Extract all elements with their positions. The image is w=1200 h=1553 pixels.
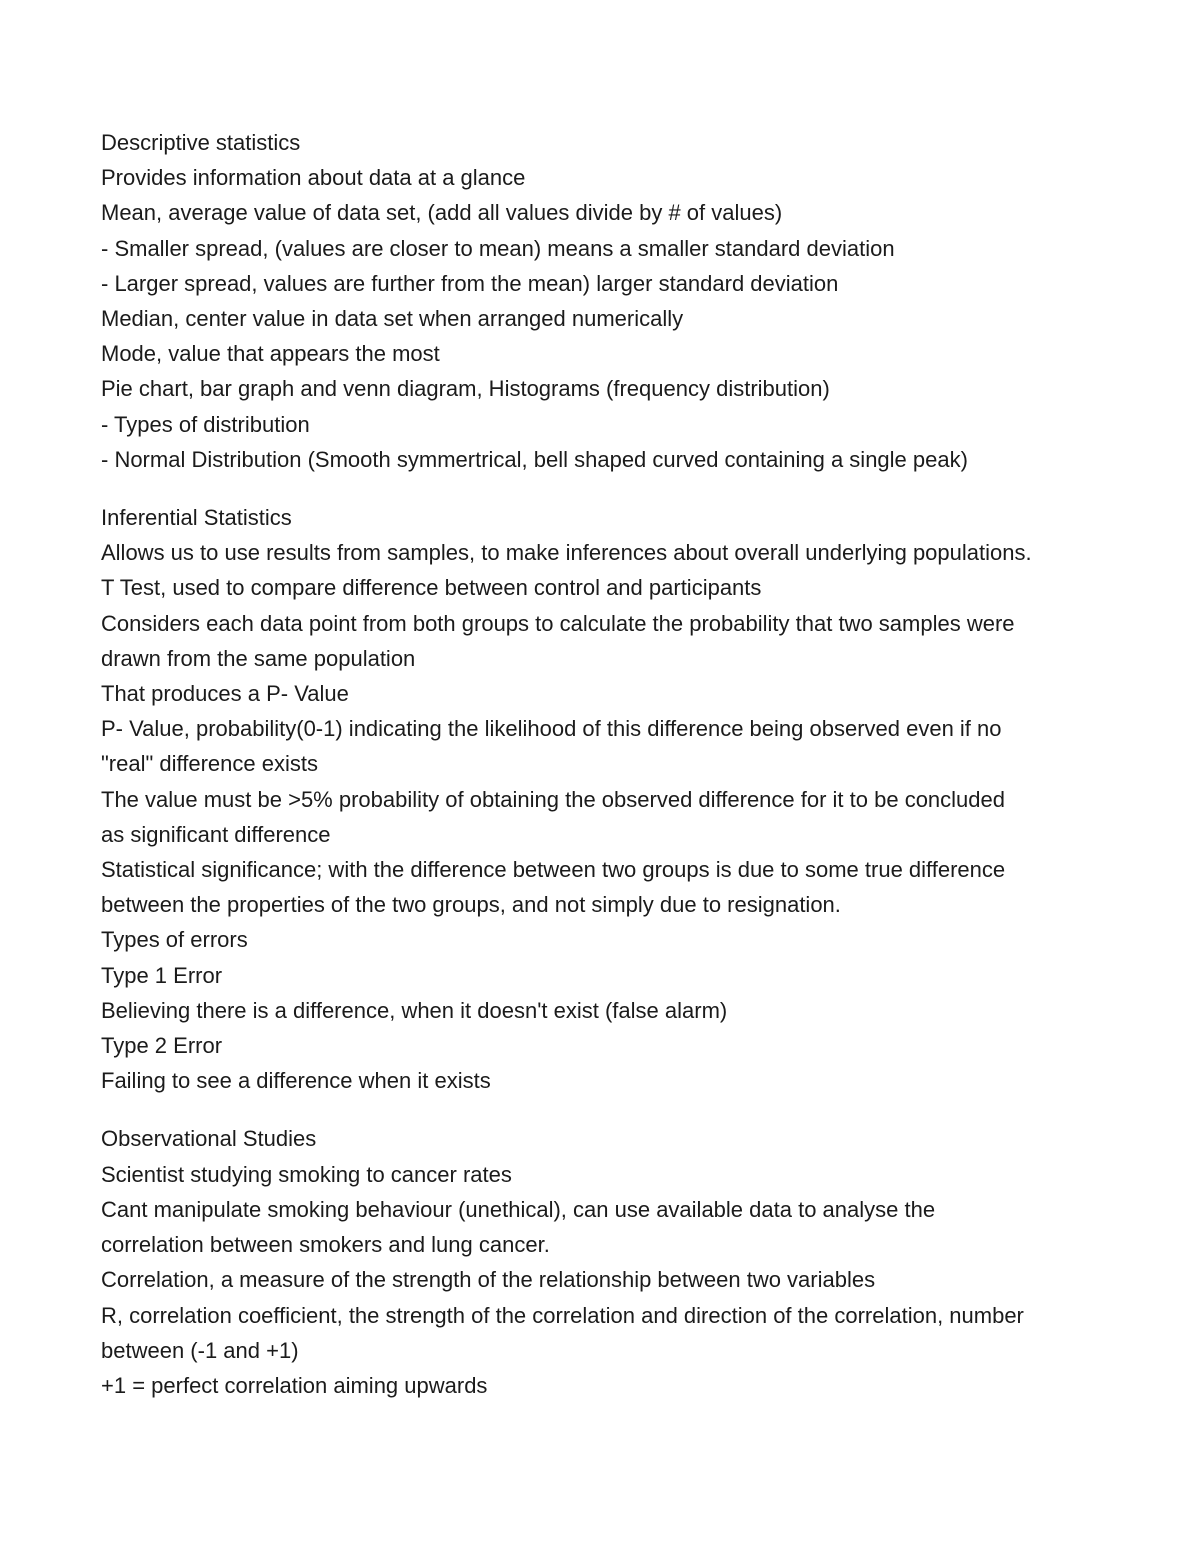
- section-inferential-statistics: [101, 500, 1111, 1098]
- text-line: Scientist studying smoking to cancer rates: [101, 1161, 512, 1187]
- section-descriptive-statistics: [101, 125, 1111, 477]
- section-heading: Observational Studies: [101, 1126, 317, 1152]
- document-page: [101, 125, 1111, 1403]
- text-line: Median, center value in data set when arranged numerically: [101, 306, 684, 332]
- text-line: The value must be >5% probability of obtaining the observed difference for it to be concluded as significant difference: [101, 786, 1005, 847]
- text-line: That produces a P- Value: [101, 681, 349, 707]
- text-line: - Smaller spread, (values are closer to mean) means a smaller standard deviation: [101, 235, 895, 261]
- text-line: R, correlation coefficient, the strength of the correlation and direction of the correlation, number between (-1 and +1): [101, 1302, 1024, 1363]
- text-line: - Types of distribution: [101, 411, 310, 437]
- text-line: Allows us to use results from samples, to make inferences about overall underlying populations.: [101, 540, 1032, 566]
- text-line: P- Value, probability(0-1) indicating the likelihood of this difference being observed even if no "real" difference exists: [101, 716, 1002, 777]
- section-heading: Descriptive statistics: [101, 130, 301, 155]
- text-line: Types of errors: [101, 927, 248, 953]
- text-line: Provides information about data at a glance: [101, 165, 526, 191]
- text-line: - Normal Distribution (Smooth symmertrical, bell shaped curved containing a single peak): [101, 446, 968, 472]
- text-line: Considers each data point from both groups to calculate the probability that two samples were drawn from the same population: [101, 610, 1015, 671]
- text-line: Mode, value that appears the most: [101, 341, 440, 367]
- section-heading: Inferential Statistics: [101, 505, 292, 531]
- text-line: Pie chart, bar graph and venn diagram, Histograms (frequency distribution): [101, 376, 830, 402]
- text-line: Statistical significance; with the difference between two groups is due to some true difference between the properties of the two groups, and not simply due to resignation.: [101, 857, 1006, 918]
- text-line: T Test, used to compare difference between control and participants: [101, 575, 762, 601]
- text-line: Type 2 Error: [101, 1033, 223, 1059]
- section-observational-studies: [101, 1121, 1111, 1403]
- text-line: Type 1 Error: [101, 962, 223, 988]
- text-line: Correlation, a measure of the strength of the relationship between two variables: [101, 1267, 876, 1293]
- text-line: - Larger spread, values are further from the mean) larger standard deviation: [101, 270, 839, 296]
- text-line: Cant manipulate smoking behaviour (unethical), can use available data to analyse the correlation between smokers and lung cancer.: [101, 1196, 936, 1258]
- text-line: Failing to see a difference when it exists: [101, 1068, 491, 1094]
- text-line: +1 = perfect correlation aiming upwards: [101, 1372, 488, 1398]
- text-line: Believing there is a difference, when it doesn't exist (false alarm): [101, 997, 728, 1023]
- text-line: Mean, average value of data set, (add all values divide by # of values): [101, 200, 783, 226]
